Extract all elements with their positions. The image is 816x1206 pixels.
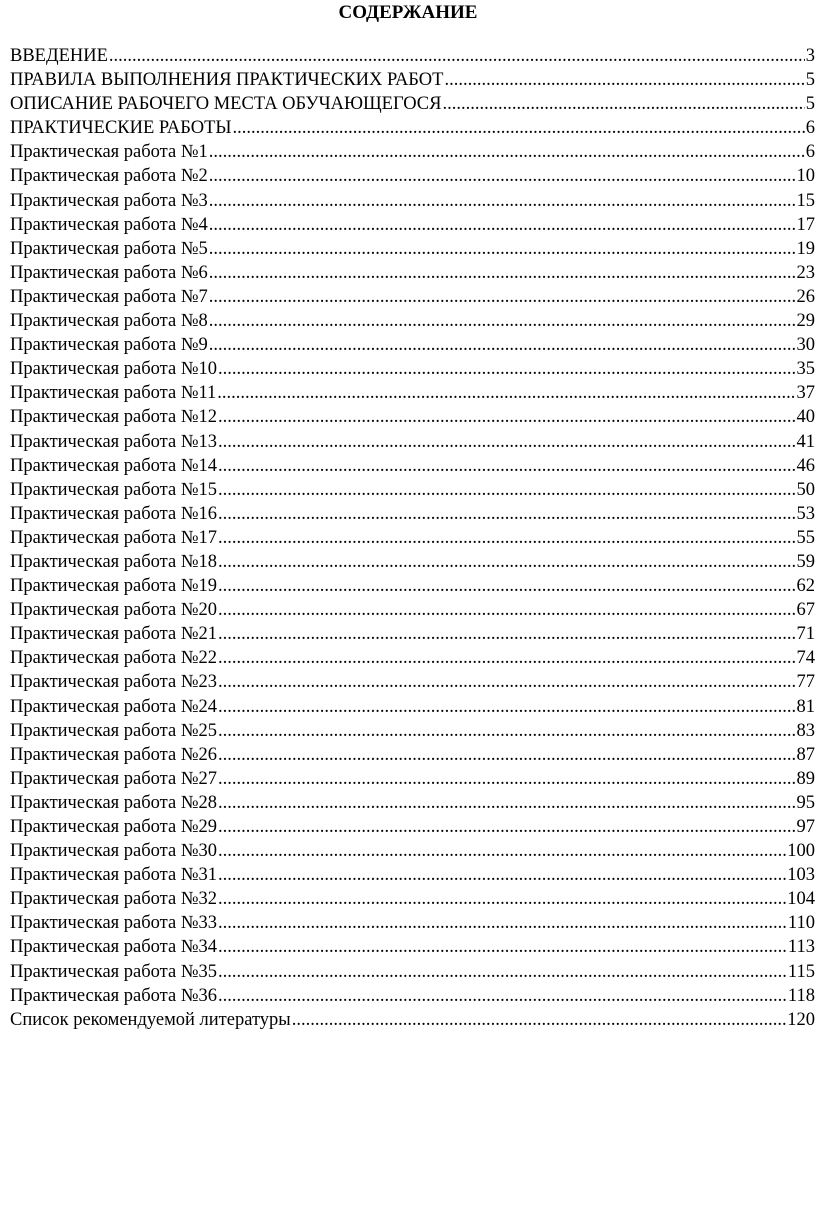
toc-entry[interactable] [10,815,815,839]
toc-entry[interactable] [10,863,815,887]
toc-entry-page-number: 29 [796,311,815,332]
toc-entry-page-number: 100 [787,841,815,862]
toc-entry[interactable] [10,68,815,92]
toc-dot-leader [209,333,796,357]
toc-entry[interactable] [10,911,815,935]
toc-dot-leader [217,381,795,405]
toc-entry[interactable] [10,719,815,743]
toc-dot-leader [292,1008,787,1032]
toc-dot-leader [218,502,796,526]
toc-entry-page-number: 110 [787,913,815,934]
toc-entry-page-number: 74 [796,648,815,669]
toc-entry-page-number: 10 [796,166,815,187]
toc-entry-label: Практическая работа №15 [10,479,217,500]
toc-entry-page-number: 15 [796,190,815,211]
toc-dot-leader [218,598,796,622]
toc-entry-page-number: 77 [796,672,815,693]
toc-dot-leader [218,863,786,887]
toc-entry-page-number: 67 [796,600,815,621]
toc-entry-label: Практическая работа №20 [10,600,217,621]
toc-entry-page-number: 50 [796,479,815,500]
toc-dot-leader [218,911,787,935]
toc-dot-leader [218,791,796,815]
toc-dot-leader [444,68,804,92]
toc-entry-label: Практическая работа №16 [10,503,217,524]
toc-entry-page-number: 81 [796,696,815,717]
toc-entry-page-number: 55 [796,527,815,548]
toc-entry-label: ПРАКТИЧЕСКИЕ РАБОТЫ [10,118,232,139]
toc-entry[interactable] [10,791,815,815]
toc-dot-leader [233,116,805,140]
toc-entry-page-number: 97 [796,817,815,837]
toc-entry-page-number: 113 [787,937,815,958]
toc-entry-label: Практическая работа №25 [10,720,217,741]
toc-dot-leader [218,815,796,839]
toc-dot-leader [218,670,796,694]
toc-entry[interactable] [10,695,815,719]
toc-entry-label: Практическая работа №21 [10,624,217,645]
toc-entry-label: Практическая работа №2 [10,166,208,187]
toc-entry-page-number: 71 [796,624,815,645]
toc-entry[interactable] [10,285,815,309]
toc-dot-leader [209,164,796,188]
toc-entry-label: Практическая работа №33 [10,913,217,934]
toc-entry[interactable] [10,261,815,285]
toc-entry-page-number: 62 [796,576,815,597]
toc-dot-leader [209,285,796,309]
toc-entry-page-number: 37 [796,383,815,404]
toc-dot-leader [209,213,796,237]
toc-entry-page-number: 5 [805,70,815,91]
toc-entry[interactable] [10,189,815,213]
toc-entry[interactable] [10,44,815,68]
toc-entry[interactable] [10,935,815,959]
toc-entry-page-number: 104 [787,889,815,910]
toc-dot-leader [218,357,796,381]
toc-entry-label: Практическая работа №30 [10,841,217,862]
toc-entry[interactable] [10,454,815,478]
toc-entry[interactable] [10,213,815,237]
toc-entry[interactable] [10,1008,815,1032]
toc-entry-page-number: 30 [796,335,815,356]
toc-dot-leader [218,719,796,743]
toc-entry-page-number: 35 [796,359,815,380]
toc-dot-leader [218,430,796,454]
toc-entry-label: Практическая работа №4 [10,214,208,235]
toc-entry-page-number: 118 [787,985,815,1006]
toc-dot-leader [218,839,786,863]
toc-entry-label: Практическая работа №1 [10,142,208,163]
toc-dot-leader [209,140,805,164]
toc-entry[interactable] [10,526,815,550]
toc-entry-page-number: 17 [796,214,815,235]
toc-dot-leader [209,309,796,333]
toc-entry[interactable] [10,598,815,622]
toc-dot-leader [218,646,796,670]
toc-dot-leader [218,526,796,550]
toc-dot-leader [442,92,804,116]
toc-entry-label: Практическая работа №12 [10,407,217,428]
toc-dot-leader [218,960,787,984]
toc-dot-leader [218,984,787,1008]
toc-entry[interactable] [10,164,815,188]
toc-entry-label: ВВЕДЕНИЕ [10,46,108,66]
toc-entry-label: Практическая работа №3 [10,190,208,211]
toc-entry[interactable] [10,960,815,984]
toc-entry-page-number: 89 [796,768,815,789]
toc-dot-leader [209,261,796,285]
toc-dot-leader [209,237,796,261]
toc-entry-page-number: 95 [796,792,815,813]
toc-entry-label: Практическая работа №8 [10,311,208,332]
toc-dot-leader [218,935,787,959]
toc-title: СОДЕРЖАНИЕ [338,2,478,23]
toc-entry-page-number: 40 [796,407,815,428]
toc-entry-label: Практическая работа №7 [10,286,208,307]
toc-entry-label: Практическая работа №24 [10,696,217,717]
toc-dot-leader [218,743,796,767]
toc-dot-leader [218,622,796,646]
toc-entry-label: Практическая работа №5 [10,238,208,259]
toc-dot-leader [218,695,796,719]
toc-entry[interactable] [10,405,815,429]
toc-entry[interactable] [10,839,815,863]
toc-dot-leader [218,454,796,478]
toc-entry-label: Практическая работа №32 [10,889,217,910]
toc-entry-label: Практическая работа №17 [10,527,217,548]
toc-entry-page-number: 120 [787,1009,815,1030]
toc-entry[interactable] [10,237,815,261]
toc-entry-page-number: 46 [796,455,815,476]
toc-entry-label: Практическая работа №29 [10,817,217,837]
toc-entry-page-number: 83 [796,720,815,741]
toc-entry-page-number: 59 [796,551,815,572]
toc-entry-page-number: 41 [796,431,815,452]
toc-entry-label: Практическая работа №31 [10,865,217,886]
toc-entry[interactable] [10,670,815,694]
toc-entry-label: Практическая работа №35 [10,961,217,982]
toc-entry[interactable] [10,140,815,164]
toc-entry-page-number: 19 [796,238,815,259]
toc-entry[interactable] [10,767,815,791]
toc-entry[interactable] [10,502,815,526]
toc-entry[interactable] [10,646,815,670]
toc-entry-label: Практическая работа №18 [10,551,217,572]
toc-entry[interactable] [10,381,815,405]
toc-entry-label: Практическая работа №19 [10,576,217,597]
toc-entry-page-number: 5 [805,94,815,115]
toc-entry[interactable] [10,743,815,767]
toc-entry-label: ПРАВИЛА ВЫПОЛНЕНИЯ ПРАКТИЧЕСКИХ РАБОТ [10,70,444,91]
toc-entry-label: Практическая работа №27 [10,768,217,789]
toc-dot-leader [218,767,796,791]
toc-entry-page-number: 6 [805,118,815,139]
toc-dot-leader [218,478,796,502]
table-of-contents [10,44,815,1032]
toc-dot-leader [218,887,786,911]
toc-entry[interactable] [10,478,815,502]
toc-entry-label: ОПИСАНИЕ РАБОЧЕГО МЕСТА ОБУЧАЮЩЕГОСЯ [10,94,442,115]
toc-entry-label: Практическая работа №34 [10,937,217,958]
toc-dot-leader [218,574,796,598]
toc-entry-label: Практическая работа №22 [10,648,217,669]
toc-entry-label: Список рекомендуемой литературы [10,1009,291,1030]
toc-entry-label: Практическая работа №14 [10,455,217,476]
toc-entry-page-number: 87 [796,744,815,765]
toc-entry-label: Практическая работа №23 [10,672,217,693]
toc-entry-page-number: 3 [805,46,815,66]
toc-entry-page-number: 26 [796,286,815,307]
toc-entry-label: Практическая работа №9 [10,335,208,356]
toc-dot-leader [209,189,796,213]
toc-entry-label: Практическая работа №11 [10,383,217,404]
toc-entry[interactable] [10,550,815,574]
toc-entry[interactable] [10,574,815,598]
toc-entry[interactable] [10,887,815,911]
toc-entry-label: Практическая работа №10 [10,359,217,380]
toc-entry[interactable] [10,984,815,1008]
toc-entry-label: Практическая работа №36 [10,985,217,1006]
toc-entry-label: Практическая работа №6 [10,262,208,283]
toc-entry-label: Практическая работа №13 [10,431,217,452]
toc-entry-label: Практическая работа №26 [10,744,217,765]
toc-entry[interactable] [10,116,815,140]
toc-entry[interactable] [10,357,815,381]
toc-entry[interactable] [10,333,815,357]
toc-entry-page-number: 6 [805,142,815,163]
toc-entry-page-number: 115 [787,961,815,982]
toc-entry[interactable] [10,430,815,454]
toc-entry[interactable] [10,622,815,646]
toc-entry-label: Практическая работа №28 [10,792,217,813]
toc-dot-leader [109,44,805,68]
toc-entry-page-number: 23 [796,262,815,283]
toc-entry-page-number: 53 [796,503,815,524]
toc-dot-leader [218,550,796,574]
toc-dot-leader [218,405,796,429]
toc-entry-page-number: 103 [787,865,815,886]
toc-entry[interactable] [10,92,815,116]
toc-entry[interactable] [10,309,815,333]
